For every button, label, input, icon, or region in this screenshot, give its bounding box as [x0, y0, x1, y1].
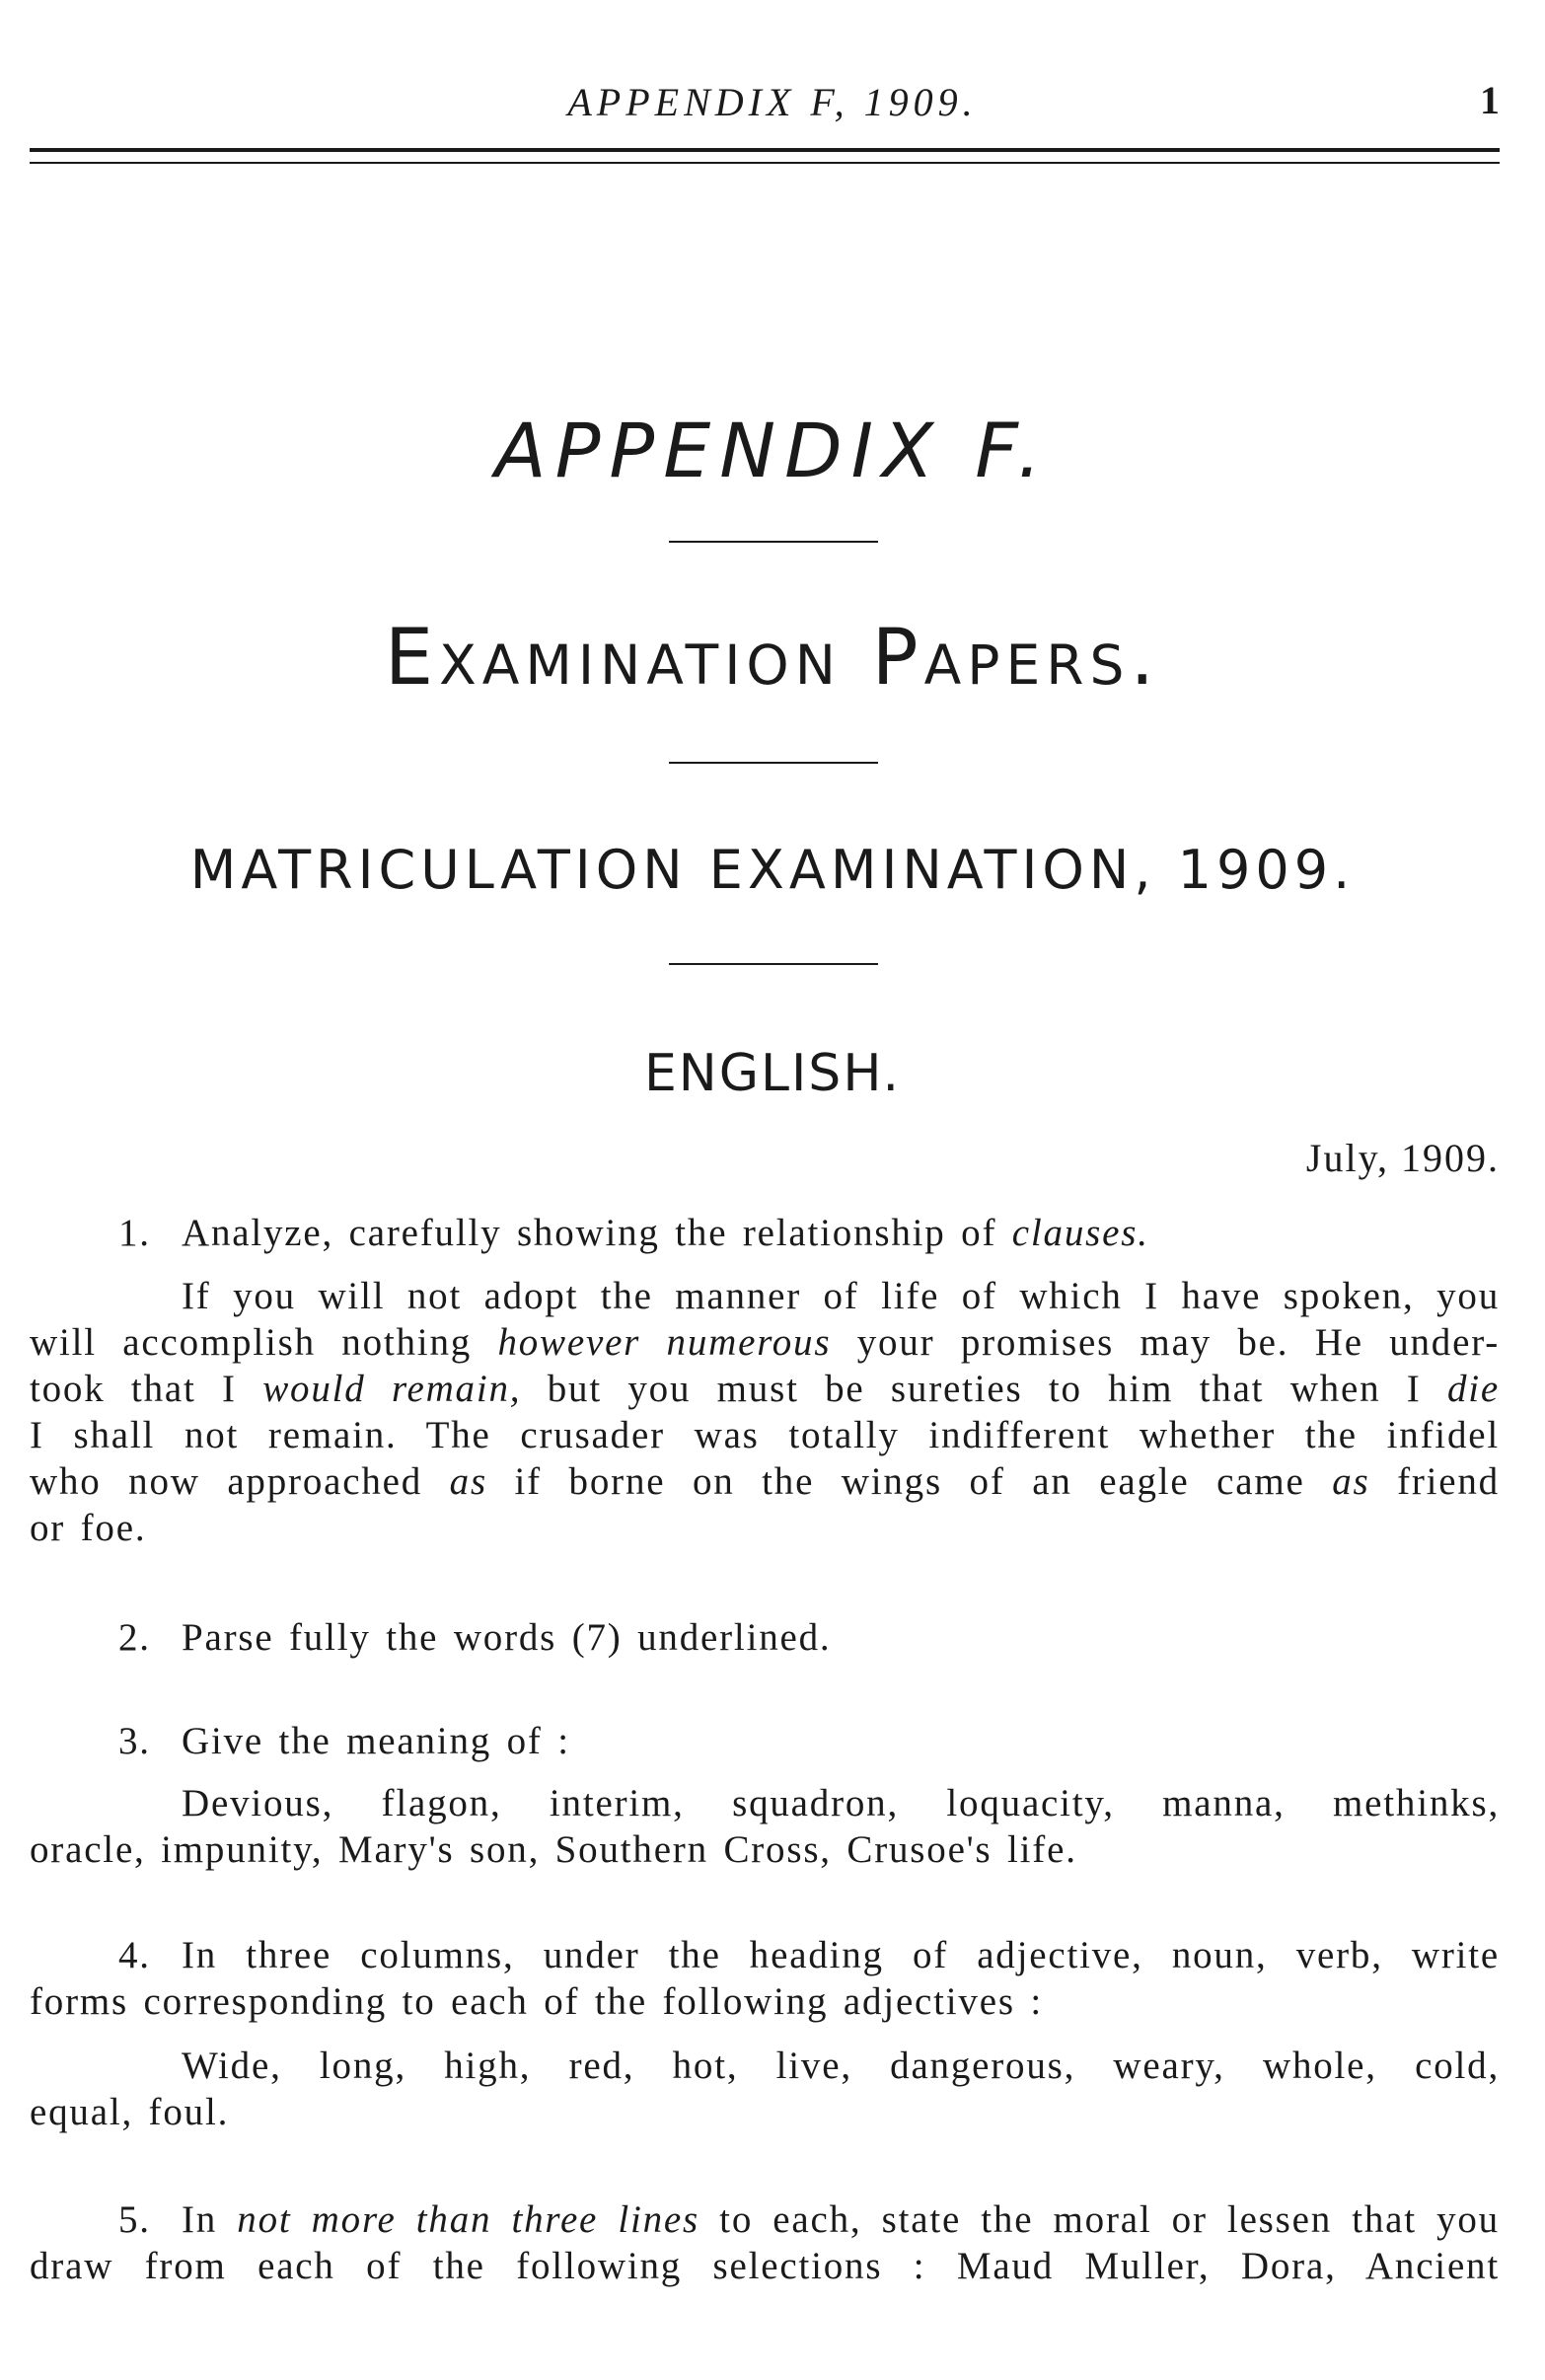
question-number: 2. [118, 1616, 151, 1659]
question-5-line: 5. In not more than three lines to each, state the moral or lessen that you [30, 2196, 1500, 2244]
question-5-line: draw from each of the following selections : Maud Muller, Dora, Ancient [30, 2245, 1500, 2287]
question-4-line: forms corresponding to each of the following adjectives : [30, 1980, 1044, 2023]
subject-title: ENGLISH. [643, 1044, 902, 1103]
header-rule-thin [30, 162, 1500, 164]
divider-rule [669, 762, 878, 764]
question-3-prompt: 3. Give the meaning of : [118, 1718, 1401, 1765]
exam-date: July, 1909. [1305, 1136, 1500, 1180]
question-1-passage-line: took that I would remain, but you must be sureties to him that when I die [30, 1368, 1501, 1410]
running-head: APPENDIX F, 1909. [567, 80, 978, 124]
question-number: 5. [118, 2198, 151, 2241]
question-number: 3. [118, 1720, 151, 1762]
appendix-title: APPENDIX F. [494, 407, 1051, 494]
question-1-passage-line: If you will not adopt the manner of life of which I have spoken, you [182, 1275, 1500, 1317]
question-2: 2. Parse fully the words (7) underlined. [118, 1614, 1401, 1662]
question-3-words-line: oracle, impunity, Mary's son, Southern Cross, Crusoe's life. [30, 1828, 1077, 1871]
question-1-passage-line: will accomplish nothing however numerous your promises may be. He under- [30, 1321, 1500, 1364]
question-1-passage-line: or foe. [30, 1507, 147, 1549]
question-1-prompt: 1. Analyze, carefully showing the relationship of clauses. [118, 1210, 1401, 1257]
page-number: 1 [1480, 78, 1500, 122]
question-4-words-line: Wide, long, high, red, hot, live, dangerous, weary, whole, cold, [182, 2045, 1500, 2087]
exam-title: MATRICULATION EXAMINATION, 1909. [189, 839, 1356, 901]
question-4-words-line: equal, foul. [30, 2091, 230, 2133]
question-1-passage-line: I shall not remain. The crusader was totally indifferent whether the infidel [30, 1414, 1500, 1456]
question-number: 1. [118, 1212, 151, 1254]
question-1-passage-line: who now approached as if borne on the wings of an eagle came as friend [30, 1460, 1500, 1503]
divider-rule [669, 963, 878, 965]
question-4-line: 4. In three columns, under the heading of adjective, noun, verb, write [30, 1932, 1500, 1979]
section-title: Examination Papers. [384, 614, 1161, 703]
header-rule [30, 148, 1500, 152]
divider-rule [669, 541, 878, 543]
question-3-words-line: Devious, flagon, interim, squadron, loquacity, manna, methinks, [182, 1782, 1500, 1824]
question-number: 4. [118, 1934, 151, 1976]
